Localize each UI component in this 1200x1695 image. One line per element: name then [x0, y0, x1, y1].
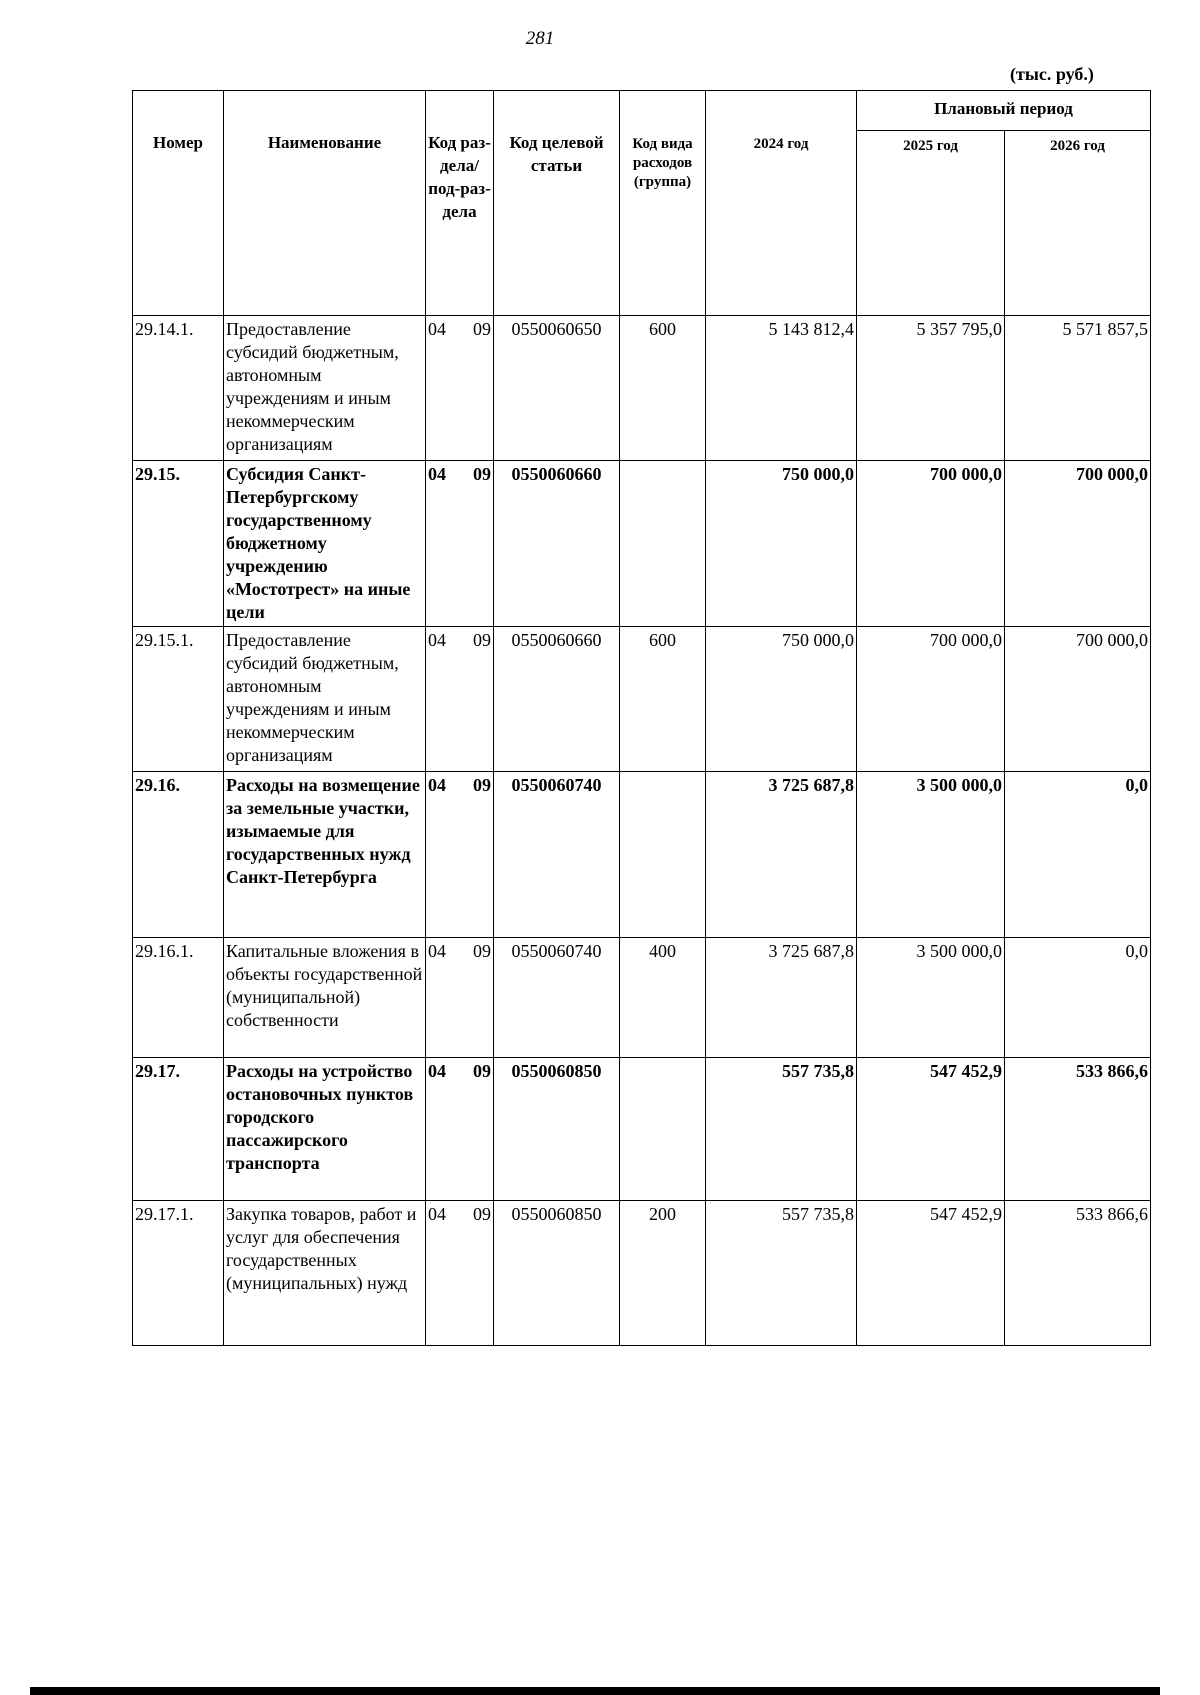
- row-amount-2025: 5 357 795,0: [857, 316, 1005, 461]
- row-expense-code: 400: [620, 938, 706, 1058]
- row-amount-2024: 5 143 812,4: [706, 316, 857, 461]
- row-amount-2026: 700 000,0: [1005, 627, 1151, 772]
- row-number: 29.15.: [133, 461, 224, 627]
- row-number: 29.14.1.: [133, 316, 224, 461]
- row-section-code: [426, 938, 494, 1058]
- razdel-code: 04: [428, 941, 446, 961]
- razdel-code: 04: [428, 1204, 446, 1224]
- row-section-code: [426, 1201, 494, 1346]
- podrazdel-code: 09: [473, 1204, 491, 1224]
- row-amount-2026: 0,0: [1005, 772, 1151, 938]
- row-name: Расходы на устройство остановочных пунктов городского пассажирского транспорта: [224, 1058, 426, 1201]
- row-amount-2025: 3 500 000,0: [857, 772, 1005, 938]
- bottom-rule: [30, 1687, 1160, 1695]
- podrazdel-code: 09: [473, 941, 491, 961]
- row-target-code: 0550060740: [494, 772, 620, 938]
- table-row: [133, 1058, 1151, 1201]
- podrazdel-code: 09: [473, 1061, 491, 1081]
- razdel-code: 04: [428, 775, 446, 795]
- table-row: [133, 316, 1151, 461]
- row-amount-2025: 700 000,0: [857, 627, 1005, 772]
- header-year-2026: 2026 год: [1005, 131, 1151, 316]
- row-section-code: [426, 461, 494, 627]
- row-amount-2026: 5 571 857,5: [1005, 316, 1151, 461]
- row-target-code: 0550060650: [494, 316, 620, 461]
- razdel-code: 04: [428, 1061, 446, 1081]
- row-amount-2024: 557 735,8: [706, 1058, 857, 1201]
- row-expense-code: [620, 461, 706, 627]
- row-section-code: [426, 772, 494, 938]
- row-name: Субсидия Санкт-Петербургскому государственному бюджетному учреждению «Мостотрест» на иные цели: [224, 461, 426, 627]
- row-number: 29.15.1.: [133, 627, 224, 772]
- row-amount-2025: 547 452,9: [857, 1058, 1005, 1201]
- row-name: Капитальные вложения в объекты государственной (муниципальной) собственности: [224, 938, 426, 1058]
- razdel-code: 04: [428, 464, 446, 484]
- row-name: Расходы на возмещение за земельные участки, изымаемые для государственных нужд Санкт-Петербурга: [224, 772, 426, 938]
- table-row: [133, 938, 1151, 1058]
- row-target-code: 0550060660: [494, 461, 620, 627]
- row-amount-2024: 3 725 687,8: [706, 772, 857, 938]
- row-amount-2025: 3 500 000,0: [857, 938, 1005, 1058]
- row-amount-2024: 3 725 687,8: [706, 938, 857, 1058]
- row-number: 29.17.: [133, 1058, 224, 1201]
- row-section-code: [426, 627, 494, 772]
- row-expense-code: 600: [620, 627, 706, 772]
- podrazdel-code: 09: [473, 775, 491, 795]
- row-amount-2025: 700 000,0: [857, 461, 1005, 627]
- row-target-code: 0550060660: [494, 627, 620, 772]
- table-body: [133, 316, 1151, 1346]
- row-target-code: 0550060740: [494, 938, 620, 1058]
- row-expense-code: 600: [620, 316, 706, 461]
- row-number: 29.16.1.: [133, 938, 224, 1058]
- row-number: 29.17.1.: [133, 1201, 224, 1346]
- row-name: Предоставление субсидий бюджетным, автономным учреждениям и иным некоммерческим организациям: [224, 316, 426, 461]
- row-amount-2025: 547 452,9: [857, 1201, 1005, 1346]
- razdel-code: 04: [428, 319, 446, 339]
- row-name: Предоставление субсидий бюджетным, автономным учреждениям и иным некоммерческим организациям: [224, 627, 426, 772]
- header-planned-period: Плановый период: [857, 91, 1151, 131]
- razdel-code: 04: [428, 630, 446, 650]
- podrazdel-code: 09: [473, 319, 491, 339]
- table-row: [133, 627, 1151, 772]
- header-year-2024: 2024 год: [706, 91, 857, 316]
- row-expense-code: 200: [620, 1201, 706, 1346]
- page-number: 281: [525, 28, 555, 49]
- table-row: [133, 772, 1151, 938]
- header-section-code: Код раз-дела/ под-раз-дела: [426, 91, 494, 316]
- row-amount-2024: 750 000,0: [706, 461, 857, 627]
- header-name: Наименование: [224, 91, 426, 316]
- header-expense-code: Код вида расходов (группа): [620, 91, 706, 316]
- header-number: Номер: [133, 91, 224, 316]
- row-section-code: [426, 316, 494, 461]
- budget-table: [132, 90, 1151, 1346]
- podrazdel-code: 09: [473, 464, 491, 484]
- row-target-code: 0550060850: [494, 1201, 620, 1346]
- row-amount-2026: 533 866,6: [1005, 1201, 1151, 1346]
- row-target-code: 0550060850: [494, 1058, 620, 1201]
- row-expense-code: [620, 772, 706, 938]
- units-label: (тыс. руб.): [1010, 64, 1094, 84]
- table-row: [133, 461, 1151, 627]
- row-amount-2024: 557 735,8: [706, 1201, 857, 1346]
- row-section-code: [426, 1058, 494, 1201]
- header-year-2025: 2025 год: [857, 131, 1005, 316]
- row-amount-2026: 533 866,6: [1005, 1058, 1151, 1201]
- row-amount-2026: 700 000,0: [1005, 461, 1151, 627]
- row-name: Закупка товаров, работ и услуг для обеспечения государственных (муниципальных) нужд: [224, 1201, 426, 1346]
- row-amount-2024: 750 000,0: [706, 627, 857, 772]
- row-expense-code: [620, 1058, 706, 1201]
- row-number: 29.16.: [133, 772, 224, 938]
- podrazdel-code: 09: [473, 630, 491, 650]
- row-amount-2026: 0,0: [1005, 938, 1151, 1058]
- header-target-code: Код целевой статьи: [494, 91, 620, 316]
- table-row: [133, 1201, 1151, 1346]
